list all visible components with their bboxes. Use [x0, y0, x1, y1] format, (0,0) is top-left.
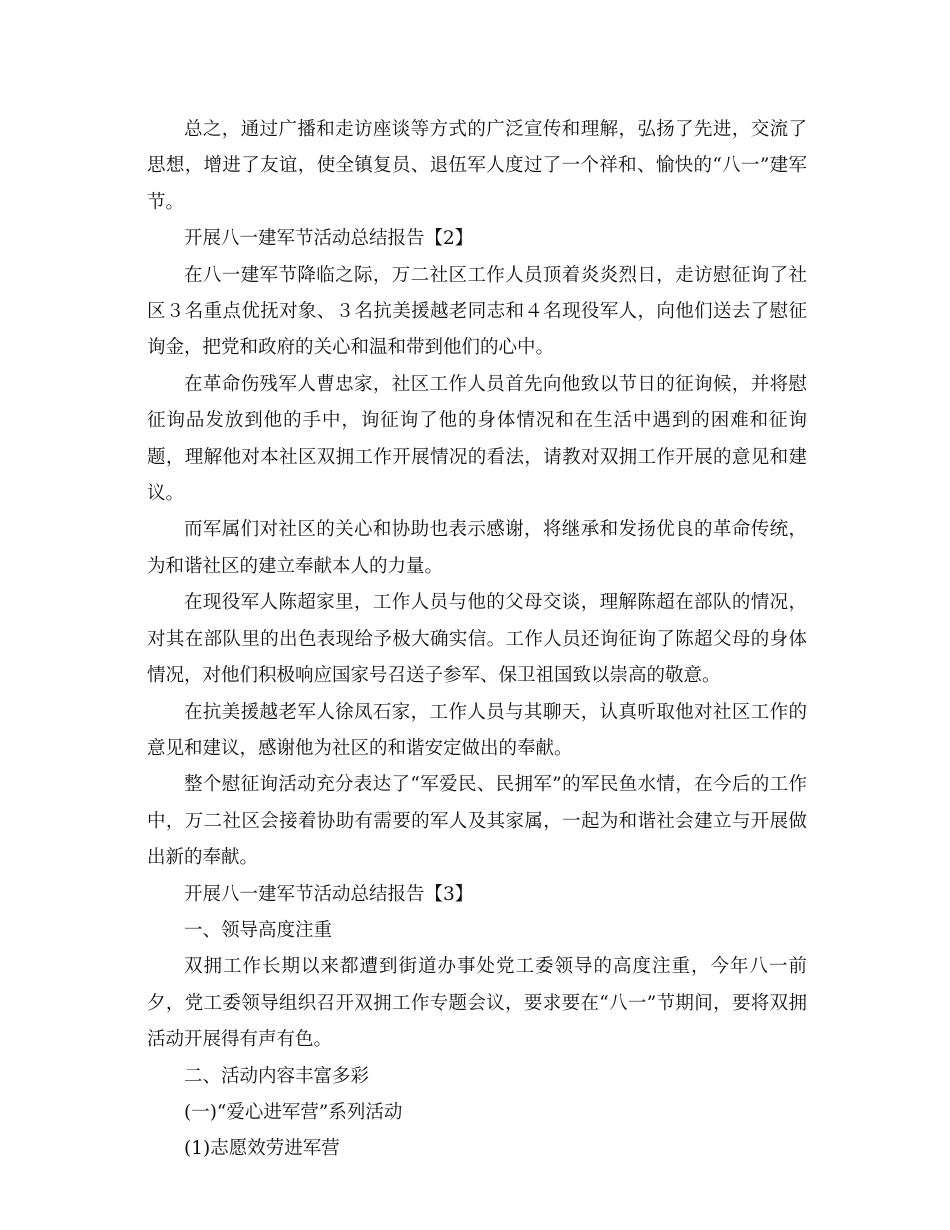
paragraph-military-families: 而军属们对社区的关心和协助也表示感谢，将继承和发扬优良的革命传统，为和谐社区的建立奉献本人的力量。: [147, 519, 807, 577]
paragraph-conclusion: 整个慰征询活动充分表达了“军爱民、民拥军”的军民鱼水情，在今后的工作中，万二社区会接着协助有需要的军人及其家属，一起为和谐社会建立与开展做出新的奉献。: [147, 774, 807, 869]
paragraph-xu-fengshi: 在抗美援越老军人徐凤石家，工作人员与其聊天，认真听取他对社区工作的意见和建议，感谢他为社区的和谐安定做出的奉献。: [147, 701, 807, 759]
item-heading-1: (1)志愿效劳进军营: [184, 1138, 340, 1160]
report-heading-2: 开展八一建军节活动总结报告【2】: [184, 228, 474, 250]
paragraph-summary: 总之，通过广播和走访座谈等方式的广泛宣传和理解，弘扬了先进，交流了思想，增进了友谊，使全镇复员、退伍军人度过了一个祥和、愉快的“八一”建军节。: [147, 119, 807, 213]
paragraph-visit-intro: 在八一建军节降临之际，万二社区工作人员顶着炎炎烈日，走访慰征询了社区３名重点优抚对象、３名抗美援越老同志和４名现役军人，向他们送去了慰征询金，把党和政府的关心和温和带到他们的心中。: [147, 264, 807, 359]
paragraph-chen-chao: 在现役军人陈超家里，工作人员与他的父母交谈，理解陈超在部队的情况，对其在部队里的出色表现给予极大确实信。工作人员还询征询了陈超父母的身体情况，对他们积极响应国家号召送子参军、保卫祖国致以崇高的敬意。: [147, 592, 807, 687]
document-page: [147, 112, 807, 1168]
report-heading-3: 开展八一建军节活动总结报告【3】: [184, 883, 474, 905]
paragraph-leadership: 双拥工作长期以来都遭到街道办事处党工委领导的高度注重，今年八一前夕，党工委领导组织召开双拥工作专题会议，要求要在“八一”节期间，要将双拥活动开展得有声有色。: [147, 956, 807, 1051]
section-heading-1: 一、领导高度注重: [184, 919, 333, 941]
section-heading-2: 二、活动内容丰富多彩: [184, 1065, 370, 1087]
paragraph-cao-zhong: 在革命伤残军人曹忠家，社区工作人员首先向他致以节日的征询候，并将慰征询品发放到他的手中，询征询了他的身体情况和在生活中遇到的困难和征询题，理解他对本社区双拥工作开展情况的看法，请教对双拥工作开展的意见和建议。: [147, 373, 807, 505]
subsection-heading-1: (一)“爱心进军营”系列活动: [184, 1101, 403, 1123]
